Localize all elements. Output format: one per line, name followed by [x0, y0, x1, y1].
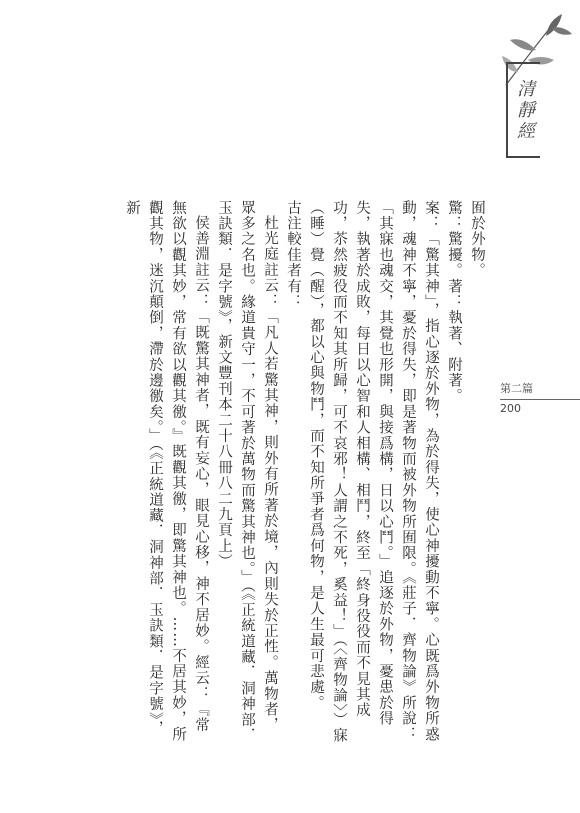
section-marker: [500, 380, 580, 415]
book-title-seal: [506, 62, 540, 158]
page-number: 200: [500, 402, 521, 415]
paragraph-commentary: 案：「驚其神」，指心逐於外物，為於得失，使心神擾動不寧。心既爲外物所惑動，魂神不寧，憂於得失，即是著物而被外物所囿限。《莊子．齊物論》所說：「其寐也魂交，其覺也形開，與接爲構，日以心鬥。」追逐於外物，憂患於得失，執著於成敗，每日以心智和人相構、相鬥，終至「終身役役而不見其成功，苶然疲役而不知其所歸，可不哀邪！人謂之不死，奚益！」（〈齊物論〉）寐（睡）覺（醒），都以心與物鬥，而不知所爭者爲何物，是人生最可悲處。: [308, 200, 439, 744]
paragraph-du-guangting: 杜光庭註云：「凡人若驚其神，則外有所著於境，內則失於正性。萬物者，眾多之名也。緣道貴守一，不可著於萬物而驚其神也。」（《正統道藏．洞神部．玉訣類．是字號》，新文豐刊本二十八冊八二九頁上）: [216, 200, 278, 744]
vertical-body-text: [120, 200, 488, 745]
paragraph-continuation: 囿於外物。: [469, 200, 485, 279]
paragraph-intro: 古注較佳者有：: [285, 200, 301, 310]
paragraph-hou-shanyuan: 侯善淵註云：「既驚其神者，既有妄心，眼見心移，神不居妙。經云：『常無欲以觀其妙，常有欲以觀其徼。』既觀其徼，即驚其神也。……不居其妙，所觀其物，迷沉顛倒，滯於邊徼矣。」（《正統道藏．洞神部．玉訣類．是字號》，新: [124, 200, 209, 743]
paragraph-gloss: 驚：驚擾。著：執著、附著。: [446, 200, 462, 405]
section-label: 第二篇: [500, 382, 533, 395]
book-title: 清靜經: [514, 78, 535, 142]
section-divider: [500, 399, 580, 400]
